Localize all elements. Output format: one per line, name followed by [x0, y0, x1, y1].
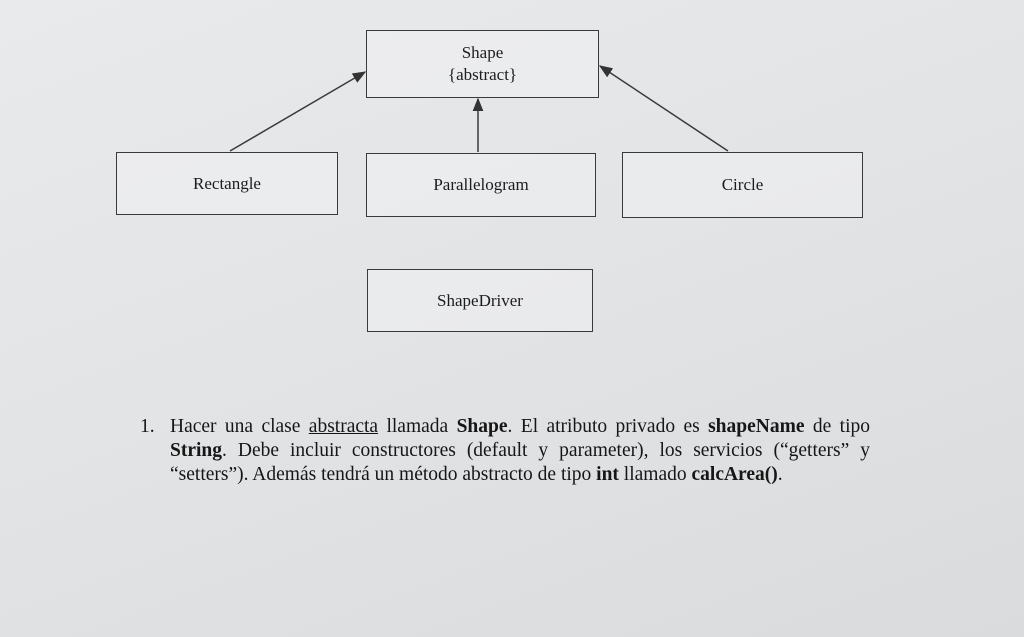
shape-class-box — [366, 30, 599, 98]
parallelogram-class-name: Parallelogram — [433, 175, 529, 194]
rectangle-class-name: Rectangle — [193, 173, 261, 193]
shapedriver-class-name: ShapeDriver — [437, 290, 523, 310]
text-segment: . Debe incluir constructores (default y parameter), los servicios (“getters” y “setters”). Además tendrá un método abstracto de tipo — [170, 440, 870, 485]
item-number: 1. — [140, 416, 155, 437]
text-segment: . El atributo privado es — [507, 416, 709, 437]
circle-to-shape-arrow — [600, 66, 728, 151]
shape-class-name: Shape — [461, 43, 504, 62]
bold-class-name: Shape — [456, 416, 508, 437]
instruction-item — [140, 415, 870, 487]
bold-return-type: int — [596, 464, 619, 485]
circle-class-name: Circle — [721, 175, 764, 194]
instruction-block — [140, 415, 870, 487]
rectangle-to-shape-arrow — [230, 72, 365, 151]
text-segment: llamado — [618, 464, 692, 485]
item-text — [170, 415, 870, 487]
underlined-term: abstracta — [308, 416, 379, 437]
shapedriver-class-box — [367, 269, 593, 332]
parallelogram-class-box — [366, 153, 596, 217]
shape-class-stereotype: {abstract} — [447, 65, 518, 84]
text-segment: llamada — [378, 416, 457, 437]
bold-type-name: String — [170, 440, 223, 461]
bold-attribute-name: shapeName — [708, 416, 805, 437]
text-segment: . — [777, 464, 783, 485]
text-segment: de tipo — [804, 416, 871, 437]
rectangle-class-box — [116, 152, 338, 215]
text-segment: Hacer una clase — [170, 416, 309, 437]
bold-method-name: calcArea() — [691, 464, 778, 485]
circle-class-box — [622, 152, 863, 218]
